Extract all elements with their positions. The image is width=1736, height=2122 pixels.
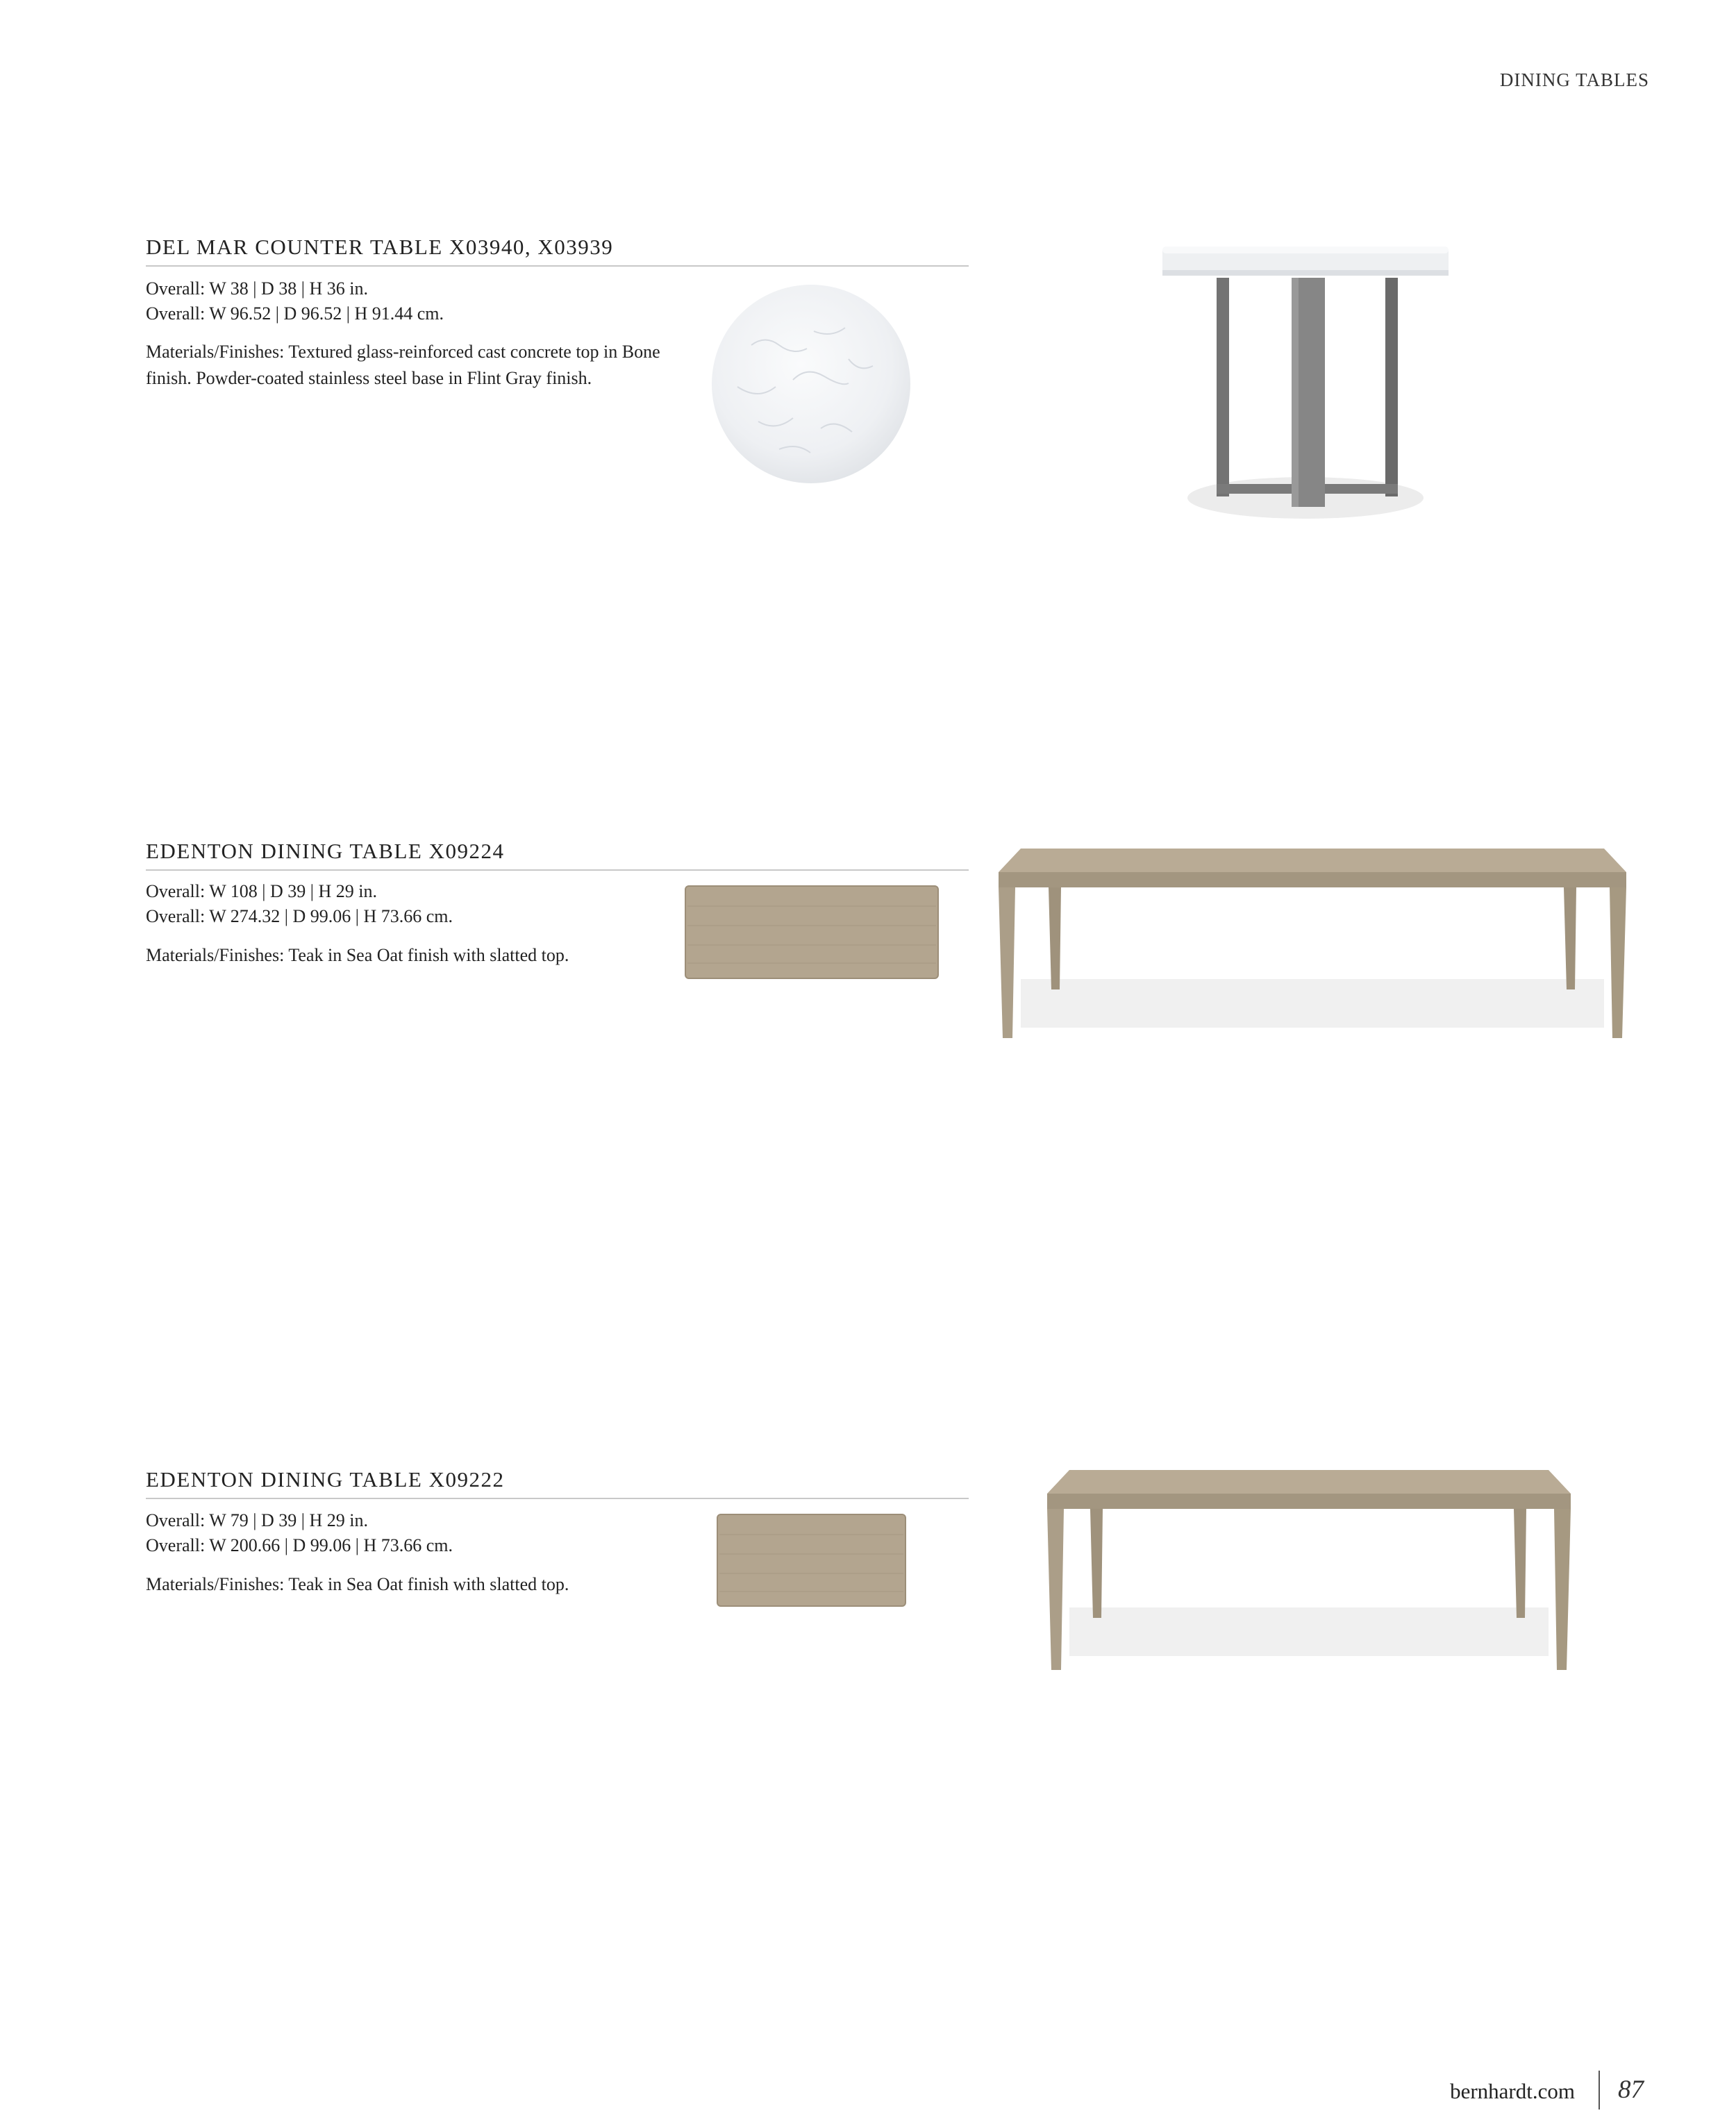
page-number: 87 [1618,2075,1644,2104]
product-name: EDENTON DINING TABLE X09222 [146,1467,505,1492]
title-divider [146,869,969,871]
materials-text: Materials/Finishes: Teak in Sea Oat finish with slatted top. [146,945,569,965]
dimensions-inches: Overall: W 38 | D 38 | H 36 in. [146,278,368,299]
product-name: DEL MAR COUNTER TABLE X03940, X03939 [146,235,614,259]
title-divider [146,1498,969,1499]
materials-text: Materials/Finishes: Teak in Sea Oat finish with slatted top. [146,1574,569,1594]
product-name: EDENTON DINING TABLE X09224 [146,839,505,863]
dimensions-cm: Overall: W 200.66 | D 99.06 | H 73.66 cm. [146,1535,453,1555]
title-divider [146,265,969,267]
dimensions-inches: Overall: W 79 | D 39 | H 29 in. [146,1510,368,1530]
dimensions-inches: Overall: W 108 | D 39 | H 29 in. [146,881,377,901]
footer-divider [1599,2071,1600,2110]
concrete-swatch-icon [710,283,912,485]
dimensions-cm: Overall: W 96.52 | D 96.52 | H 91.44 cm. [146,303,444,324]
footer-website: bernhardt.com [1450,2079,1575,2103]
section-title: DINING TABLES [1499,69,1649,90]
dimensions-cm: Overall: W 274.32 | D 99.06 | H 73.66 cm. [146,906,453,926]
rectangular-table-icon [1042,1469,1576,1677]
round-counter-table-icon [1160,240,1451,528]
teak-top-swatch-icon [685,885,939,979]
long-rectangular-table-icon [993,847,1632,1049]
materials-text: Materials/Finishes: Textured glass-reinforced cast concrete top in Bone finish. Powder-coated stainless steel base in Flint Gray finish. [146,342,660,388]
teak-top-swatch-icon [717,1514,906,1607]
